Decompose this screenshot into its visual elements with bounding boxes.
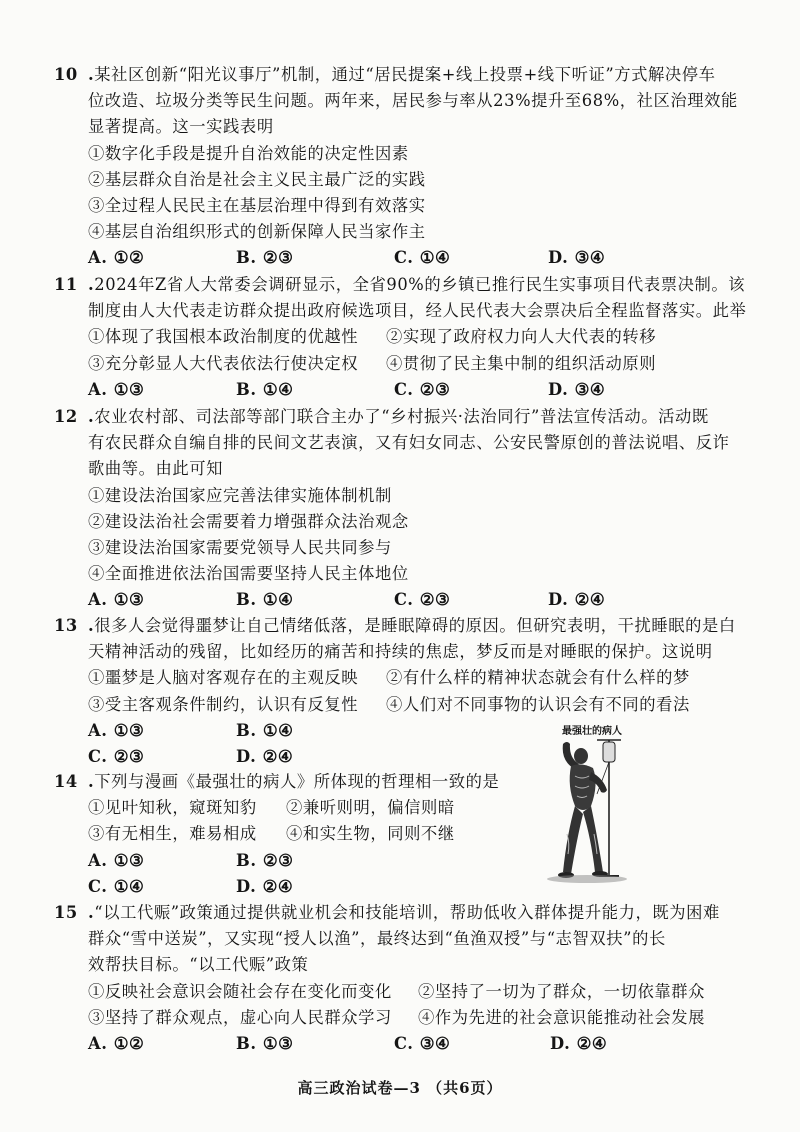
statement: ④基层自治组织形式的创新保障人民当家作主 [88,222,426,242]
statement-row [56,795,736,821]
answer-row [56,377,736,403]
answer-option-a[interactable]: A. ①② [88,1033,145,1053]
answer-row [56,245,736,271]
question-stem-line: 下列与漫画《最强壮的病人》所体现的哲理相一致的是 [94,772,500,791]
answer-option-c[interactable]: C. ②③ [394,379,451,399]
answer-option-a[interactable]: A. ①③ [88,379,145,399]
statement: ④贯彻了民主集中制的组织活动原则 [386,353,657,373]
question-stem-line: 天精神活动的残留，比如经历的痛苦和持续的焦虑，梦反而是对睡眠的保护。这说明 [88,642,713,662]
answer-row [56,874,736,900]
answer-option-c[interactable]: C. ①④ [88,876,145,896]
statement: ②基层群众自治是社会主义民主最广泛的实践 [88,169,426,189]
answer-row [56,848,736,874]
statement-row [56,692,736,718]
statement: ①体现了我国根本政治制度的优越性 [88,327,359,347]
question-10: 10 .某社区创新“阳光议事厅”机制，通过“居民提案+线上投票+线下听证”方式解决停车 位改造、垃圾分类等民生问题。两年来，居民参与率从23%提升至68%，社区治理效能 显著提高。这一实践表明 ①数字化手段是提升自治效能的决定性因素 ②基层群众自治是社会主义民主最广泛的实践 ③全过程人民民主在基层治理中得到有效落实 ④基层自治组织形式的创新保障人民当家作主 A. ①② B. ②③ C. ①④ D. ③④ [56,62,736,272]
answer-option-a[interactable]: A. ①③ [88,720,145,740]
question-stem-line: 歌曲等。由此可知 [88,459,224,479]
question-number: 10 [54,65,78,84]
question-number: 13 [54,616,78,635]
question-stem-line: 制度由人大代表走访群众提出政府候选项目，经人民代表大会票决后全程监督落实。此举 [88,301,747,321]
answer-option-d[interactable]: D. ②④ [548,590,606,610]
question-stem-line: 显著提高。这一实践表明 [88,117,274,137]
statement: ③有无相生，难易相成 [88,824,257,844]
question-stem-line: 有农民群众自编自排的民间文艺表演，又有妇女同志、公安民警原创的普法说唱、反诈 [88,433,730,453]
question-stem-line: 很多人会觉得噩梦让自己情绪低落，是睡眠障碍的原因。但研究表明，干扰睡眠的是白 [94,616,736,635]
question-number: 14 [54,772,78,791]
statement-row [56,1005,736,1031]
question-stem-line: 2024年Z省人大常委会调研显示，全省90%的乡镇已推行民生实事项目代表票决制。该 [94,275,746,294]
statement-row [56,324,736,350]
question-stem-line: 位改造、垃圾分类等民生问题。两年来，居民参与率从23%提升至68%，社区治理效能 [88,91,738,111]
cartoon-title: 最强壮的病人 [562,726,622,737]
statement: ④人们对不同事物的认识会有不同的看法 [386,694,690,714]
statement: ③全过程人民民主在基层治理中得到有效落实 [88,195,426,215]
question-11: 11 .2024年Z省人大常委会调研显示，全省90%的乡镇已推行民生实事项目代表票决制。该 制度由人大代表走访群众提出政府候选项目，经人民代表大会票决后全程监督落实。此举 ①体现了我国根本政治制度的优越性 ②实现了政府权力向人大代表的转移 ③充分彰显人大代表依法行使决定权 ④贯彻了民主集中制的组织活动原则 A. ①③ B. ①④ C. ②③ D. ③④ [56,272,736,403]
statement: ②建设法治社会需要着力增强群众法治观念 [88,511,409,531]
statement: ③坚持了群众观点，虚心向人民群众学习 [88,1007,392,1027]
question-number: 12 [54,407,78,426]
statement: ②有什么样的精神状态就会有什么样的梦 [386,668,690,688]
statement: ①数字化手段是提升自治效能的决定性因素 [88,143,409,163]
answer-option-d[interactable]: D. ②④ [236,876,294,896]
answer-option-b[interactable]: B. ①④ [236,590,294,610]
statement: ④作为先进的社会意识能推动社会发展 [418,1007,705,1027]
statement: ②实现了政府权力向人大代表的转移 [386,327,657,347]
question-stem-line: “以工代赈”政策通过提供就业机会和技能培训，帮助低收入群体提升能力，既为困难 [94,903,720,922]
question-13: 13 .很多人会觉得噩梦让自己情绪低落，是睡眠障碍的原因。但研究表明，干扰睡眠的是白 天精神活动的残留，比如经历的痛苦和持续的焦虑，梦反而是对睡眠的保护。这说明 ①噩梦是人脑对客观存在的主观反映 ②有什么样的精神状态就会有什么样的梦 ③受主客观条件制约，认识有反复性 ④人们对不同事物的认识会有不同的看法 A. ①③ B. ①④ C. ②③ D. ②④ [56,613,736,770]
question-stem-line: 某社区创新“阳光议事厅”机制，通过“居民提案+线上投票+线下听证”方式解决停车 [94,65,716,84]
statement: ①反映社会意识会随社会存在变化而变化 [88,981,392,1001]
answer-option-b[interactable]: B. ②③ [236,850,294,870]
answer-option-d[interactable]: D. ②④ [550,1033,608,1053]
question-14: 14 .下列与漫画《最强壮的病人》所体现的哲理相一致的是 ①见叶知秋，窥斑知豹 ②兼听则明，偏信则暗 ③有无相生，难易相成 ④和实生物，同则不继 A. ①③ B. ②③ C. ①④ D. ②④ [56,769,736,900]
answer-option-c[interactable]: C. ②③ [394,590,451,610]
statement: ①噩梦是人脑对客观存在的主观反映 [88,668,359,688]
statement-row [56,979,736,1005]
answer-row [56,1031,736,1057]
statement: ③充分彰显人大代表依法行使决定权 [88,353,359,373]
statement-row [56,821,736,847]
answer-row [56,587,736,613]
statement-row [56,351,736,377]
statement: ③受主客观条件制约，认识有反复性 [88,694,359,714]
question-stem-line: 效帮扶目标。“以工代赈”政策 [88,955,309,975]
question-12: 12 .农业农村部、司法部等部门联合主办了“乡村振兴·法治同行”普法宣传活动。活动既 有农民群众自编自排的民间文艺表演，又有妇女同志、公安民警原创的普法说唱、反诈 歌曲等。由此可知 ①建设法治国家应完善法律实施体制机制 ②建设法治社会需要着力增强群众法治观念 ③建设法治国家需要党领导人民共同参与 ④全面推进依法治国需要坚持人民主体地位 A. ①③ B. ①④ C. ②③ D. ②④ [56,404,736,614]
statement: ②坚持了一切为了群众，一切依靠群众 [418,981,705,1001]
answer-option-d[interactable]: D. ③④ [548,248,606,268]
statement: ①见叶知秋，窥斑知豹 [88,798,257,818]
question-15: 15 .“以工代赈”政策通过提供就业机会和技能培训，帮助低收入群体提升能力，既为困难 群众“雪中送炭”，又实现“授人以渔”，最终达到“鱼渔双授”与“志智双扶”的长 效帮扶目标。“以工代赈”政策 ①反映社会意识会随社会存在变化而变化 ②坚持了一切为了群众，一切依靠群众 ③坚持了群众观点，虚心向人民群众学习 ④作为先进的社会意识能推动社会发展 A. ①② B. ①③ C. ③④ D. ②④ [56,900,736,1057]
answer-option-b[interactable]: B. ①④ [236,379,294,399]
statement: ④全面推进依法治国需要坚持人民主体地位 [88,564,409,584]
statement: ③建设法治国家需要党领导人民共同参与 [88,537,392,557]
answer-option-d[interactable]: D. ③④ [548,379,606,399]
statement-row [56,665,736,691]
answer-option-c[interactable]: C. ②③ [88,746,145,766]
answer-option-c[interactable]: C. ①④ [394,248,451,268]
answer-option-d[interactable]: D. ②④ [236,746,294,766]
question-stem-line: 群众“雪中送炭”，又实现“授人以渔”，最终达到“鱼渔双授”与“志智双扶”的长 [88,929,666,949]
question-number: 15 [54,903,78,922]
page-footer: 高三政治试卷—3 （共6页） [297,1079,503,1097]
answer-option-a[interactable]: A. ①③ [88,590,145,610]
answer-option-b[interactable]: B. ①④ [236,720,294,740]
question-number: 11 [54,275,78,294]
statement: ②兼听则明，偏信则暗 [286,798,455,818]
answer-option-a[interactable]: A. ①③ [88,850,145,870]
answer-option-b[interactable]: B. ①③ [236,1033,294,1053]
statement: ①建设法治国家应完善法律实施体制机制 [88,485,392,505]
answer-option-b[interactable]: B. ②③ [236,248,294,268]
question-stem-line: 农业农村部、司法部等部门联合主办了“乡村振兴·法治同行”普法宣传活动。活动既 [94,407,709,426]
answer-option-a[interactable]: A. ①② [88,248,145,268]
answer-option-c[interactable]: C. ③④ [394,1033,451,1053]
statement: ④和实生物，同则不继 [286,824,455,844]
